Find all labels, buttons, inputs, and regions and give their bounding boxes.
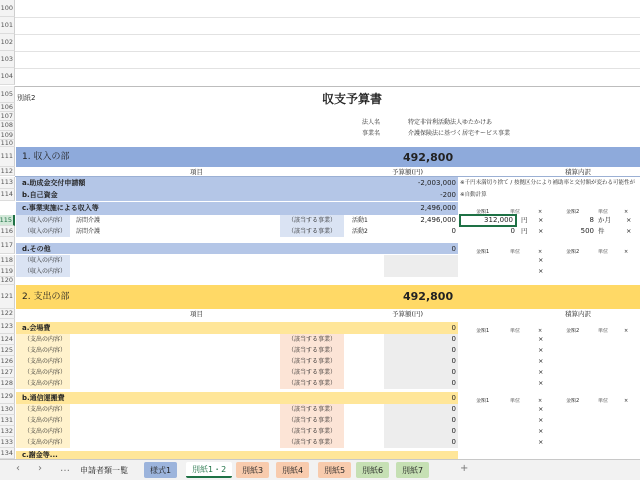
expense-value-cell[interactable]: 0 xyxy=(384,404,458,415)
row-header[interactable]: 102 xyxy=(0,34,15,51)
row-header[interactable]: 107 xyxy=(0,111,13,120)
related-project-cell[interactable]: （該当する事業） xyxy=(280,345,344,356)
expense-content-cell[interactable]: （支出の内容） xyxy=(16,415,70,426)
row-header[interactable]: 101 xyxy=(0,17,15,34)
times-cell: × xyxy=(538,256,544,265)
unit2-cell: 件 xyxy=(598,227,605,236)
income-content-cell[interactable]: （収入の内容） xyxy=(16,266,70,277)
expense-value-cell[interactable]: 0 xyxy=(384,367,458,378)
income-section-title: 1. 収入の部 xyxy=(22,151,70,162)
times-header: × xyxy=(624,398,629,404)
amount2-cell[interactable]: 500 xyxy=(580,227,594,235)
expense-value-cell[interactable]: 0 xyxy=(384,378,458,389)
other-income-label: d.その他 xyxy=(22,244,51,253)
related-project-cell[interactable]: （該当する事業） xyxy=(280,415,344,426)
expense-total: 492,800 xyxy=(403,289,454,303)
related-project-cell[interactable]: （該当する事業） xyxy=(280,215,344,226)
row-header[interactable]: 103 xyxy=(0,51,15,68)
row-header[interactable]: 128 xyxy=(0,378,15,389)
income-value-cell[interactable]: 2,496,000 xyxy=(420,216,456,224)
times-cell: × xyxy=(538,379,544,388)
times-cell: × xyxy=(538,227,544,236)
row-header[interactable]: 123 xyxy=(0,319,15,334)
expense-section-band xyxy=(16,285,640,309)
related-project-cell[interactable]: （該当する事業） xyxy=(280,334,344,345)
income-content-cell[interactable]: （収入の内容） xyxy=(16,255,70,266)
related-project-cell[interactable]: （該当する事業） xyxy=(280,378,344,389)
more-sheets-icon[interactable]: … xyxy=(60,463,70,474)
expense-value-cell[interactable]: 0 xyxy=(384,437,458,448)
times-cell: × xyxy=(626,216,632,225)
venue-cost-value[interactable]: 0 xyxy=(451,323,456,332)
row-header[interactable]: 100 xyxy=(0,0,15,17)
project-income-value[interactable]: 2,496,000 xyxy=(420,203,456,212)
unit2-cell: か月 xyxy=(598,216,611,225)
unit-header: 単位 xyxy=(510,398,521,404)
tab-appendix-5[interactable]: 別紙5 xyxy=(318,462,351,478)
grant-amount-note: ※千円未満切り捨て / 按拠区分により補助率と交付額が変わる可能性が xyxy=(460,179,635,186)
row-header[interactable]: 117 xyxy=(0,237,15,254)
next-sheet-icon[interactable]: › xyxy=(38,463,42,474)
col-item-header: 項目 xyxy=(190,168,203,176)
corp-name-value: 特定非営利活動法人ゆたかけあ xyxy=(408,118,493,126)
times-header: × xyxy=(538,209,543,215)
row-header[interactable]: 110 xyxy=(0,138,13,147)
times-header: × xyxy=(624,209,629,215)
related-project-cell[interactable]: （該当する事業） xyxy=(280,404,344,415)
income-name-cell[interactable]: 訪問介護 xyxy=(76,227,101,235)
row-header[interactable]: 114 xyxy=(0,189,15,201)
amount2-header: 金額2 xyxy=(566,209,580,215)
times-header: × xyxy=(624,328,629,334)
other-income-value[interactable]: 0 xyxy=(451,244,456,253)
col-budget-header: 予算額(円) xyxy=(392,310,424,318)
col-breakdown-header: 積算内訳 xyxy=(565,168,591,176)
col-item-header: 項目 xyxy=(190,310,203,318)
related-project-cell[interactable]: （該当する事業） xyxy=(280,437,344,448)
row-header[interactable]: 122 xyxy=(0,309,13,318)
tab-application-list[interactable]: 申請者類一覧 xyxy=(80,465,128,475)
page-title: 収支予算書 xyxy=(322,92,383,106)
row-header[interactable]: 104 xyxy=(0,68,15,85)
col-budget-header: 予算額(円) xyxy=(392,168,424,176)
amount2-header: 金額2 xyxy=(566,398,580,404)
unit-header: 単位 xyxy=(510,328,521,334)
project-income-label: c.事業実施による収入等 xyxy=(22,203,99,212)
row-header[interactable]: 109 xyxy=(0,130,13,139)
add-sheet-icon[interactable]: + xyxy=(460,463,469,474)
sheet-tab-bar xyxy=(0,459,640,480)
row-header[interactable]: 125 xyxy=(0,345,15,356)
unit-header: 単位 xyxy=(598,398,609,404)
row-header[interactable]: 131 xyxy=(0,415,15,426)
honorarium-label: c.謝金等... xyxy=(22,451,58,459)
amount1-cell[interactable]: 0 xyxy=(510,227,515,235)
row-header[interactable]: 126 xyxy=(0,356,15,367)
col-breakdown-header: 積算内訳 xyxy=(565,310,591,318)
income-content-cell[interactable]: （収入の内容） xyxy=(16,215,70,226)
row-header[interactable]: 113 xyxy=(0,177,15,189)
comm-cost-label: b.通信運搬費 xyxy=(22,393,65,402)
expense-section-title: 2. 支出の部 xyxy=(22,291,70,302)
row-header[interactable]: 124 xyxy=(0,334,15,345)
unit-header: 単位 xyxy=(598,249,609,255)
income-value-cell[interactable]: 0 xyxy=(451,227,456,235)
unit-header: 単位 xyxy=(598,209,609,215)
amount1-header: 金額1 xyxy=(476,328,490,334)
related-project-cell[interactable]: （該当する事業） xyxy=(280,426,344,437)
times-cell: × xyxy=(538,416,544,425)
expense-content-cell[interactable]: （支出の内容） xyxy=(16,378,70,389)
times-header: × xyxy=(538,328,543,334)
comm-cost-value[interactable]: 0 xyxy=(451,393,456,402)
times-cell: × xyxy=(538,346,544,355)
expense-value-cell[interactable]: 0 xyxy=(384,415,458,426)
income-total: 492,800 xyxy=(403,150,454,164)
grant-amount-value[interactable]: -2,003,000 xyxy=(417,178,456,187)
own-funds-value[interactable]: -200 xyxy=(440,190,456,199)
amount1-header: 金額1 xyxy=(476,249,490,255)
related-project-cell[interactable]: （該当する事業） xyxy=(280,356,344,367)
row-header[interactable]: 112 xyxy=(0,166,13,175)
expense-content-cell[interactable]: （支出の内容） xyxy=(16,356,70,367)
expense-content-cell[interactable]: （支出の内容） xyxy=(16,404,70,415)
row-header[interactable]: 130 xyxy=(0,404,15,415)
times-cell: × xyxy=(626,227,632,236)
expense-content-cell[interactable]: （支出の内容） xyxy=(16,334,70,345)
grant-amount-label: a.助成金交付申請額 xyxy=(22,178,86,187)
row-header[interactable]: 121 xyxy=(0,285,15,309)
amount1-header: 金額1 xyxy=(476,209,490,215)
row-header[interactable]: 132 xyxy=(0,426,15,437)
times-header: × xyxy=(624,249,629,255)
income-content-cell[interactable]: （収入の内容） xyxy=(16,226,70,237)
own-funds-note: ※自動計算 xyxy=(460,191,487,198)
expense-content-cell[interactable]: （支出の内容） xyxy=(16,426,70,437)
related-project-cell[interactable]: （該当する事業） xyxy=(280,226,344,237)
selected-cell-amount1[interactable]: 312,000 xyxy=(459,214,517,227)
unit-header: 単位 xyxy=(510,249,521,255)
row-header[interactable]: 106 xyxy=(0,102,13,111)
amount1-header: 金額1 xyxy=(476,398,490,404)
tab-appendix-4[interactable]: 別紙4 xyxy=(276,462,309,478)
row-header[interactable]: 116 xyxy=(0,226,15,237)
expense-content-cell[interactable]: （支出の内容） xyxy=(16,345,70,356)
own-funds-label: b.自己資金 xyxy=(22,190,58,199)
prev-sheet-icon[interactable]: ‹ xyxy=(16,463,20,474)
row-header[interactable]: 115 xyxy=(0,215,15,226)
times-cell: × xyxy=(538,216,544,225)
times-cell: × xyxy=(538,357,544,366)
biz-name-value: 介護保険法に基づく居宅サービス事業 xyxy=(408,129,511,137)
row-header[interactable]: 119 xyxy=(0,266,15,277)
related-project-cell[interactable]: （該当する事業） xyxy=(280,367,344,378)
row-header[interactable]: 108 xyxy=(0,121,13,130)
income-section-band xyxy=(16,147,640,167)
expense-value-cell[interactable]: 0 xyxy=(384,356,458,367)
unit-header: 単位 xyxy=(510,209,521,215)
times-cell: × xyxy=(538,438,544,447)
times-cell: × xyxy=(538,368,544,377)
row-header[interactable]: 134 xyxy=(0,448,15,459)
times-cell: × xyxy=(538,335,544,344)
row-header[interactable]: 133 xyxy=(0,437,15,448)
unit1-cell: 円 xyxy=(521,227,528,236)
income-name-cell[interactable]: 訪問介護 xyxy=(76,216,101,224)
times-cell: × xyxy=(538,405,544,414)
row-header[interactable]: 120 xyxy=(0,276,13,285)
row-header[interactable]: 105 xyxy=(0,86,15,103)
expense-content-cell[interactable]: （支出の内容） xyxy=(16,367,70,378)
tab-appendix-1-2[interactable]: 別紙1・2 xyxy=(186,462,232,478)
unit1-cell: 円 xyxy=(521,216,528,225)
venue-cost-label: a.会場費 xyxy=(22,323,51,332)
tab-appendix-7[interactable]: 別紙7 xyxy=(396,462,429,478)
row-header[interactable]: 111 xyxy=(0,147,15,167)
amount2-header: 金額2 xyxy=(566,328,580,334)
expense-value-cell[interactable]: 0 xyxy=(384,426,458,437)
row-header[interactable]: 129 xyxy=(0,389,15,404)
expense-content-cell[interactable]: （支出の内容） xyxy=(16,437,70,448)
appendix-label: 別紙2 xyxy=(17,93,36,102)
row-header[interactable]: 127 xyxy=(0,367,15,378)
amount2-cell[interactable]: 8 xyxy=(589,216,594,224)
tab-appendix-6[interactable]: 別紙6 xyxy=(356,462,389,478)
expense-value-cell[interactable]: 0 xyxy=(384,334,458,345)
times-header: × xyxy=(538,398,543,404)
tab-form1[interactable]: 様式1 xyxy=(144,462,177,478)
times-cell: × xyxy=(538,267,544,276)
tab-appendix-3[interactable]: 別紙3 xyxy=(236,462,269,478)
times-header: × xyxy=(538,249,543,255)
biz-name-label: 事業名 xyxy=(362,129,381,137)
row-header[interactable]: 118 xyxy=(0,255,15,266)
unit-header: 単位 xyxy=(598,328,609,334)
activity-cell: 活動2 xyxy=(352,227,368,235)
activity-cell: 活動1 xyxy=(352,216,368,224)
expense-value-cell[interactable]: 0 xyxy=(384,345,458,356)
corp-name-label: 法人名 xyxy=(362,118,381,126)
amount2-header: 金額2 xyxy=(566,249,580,255)
times-cell: × xyxy=(538,427,544,436)
